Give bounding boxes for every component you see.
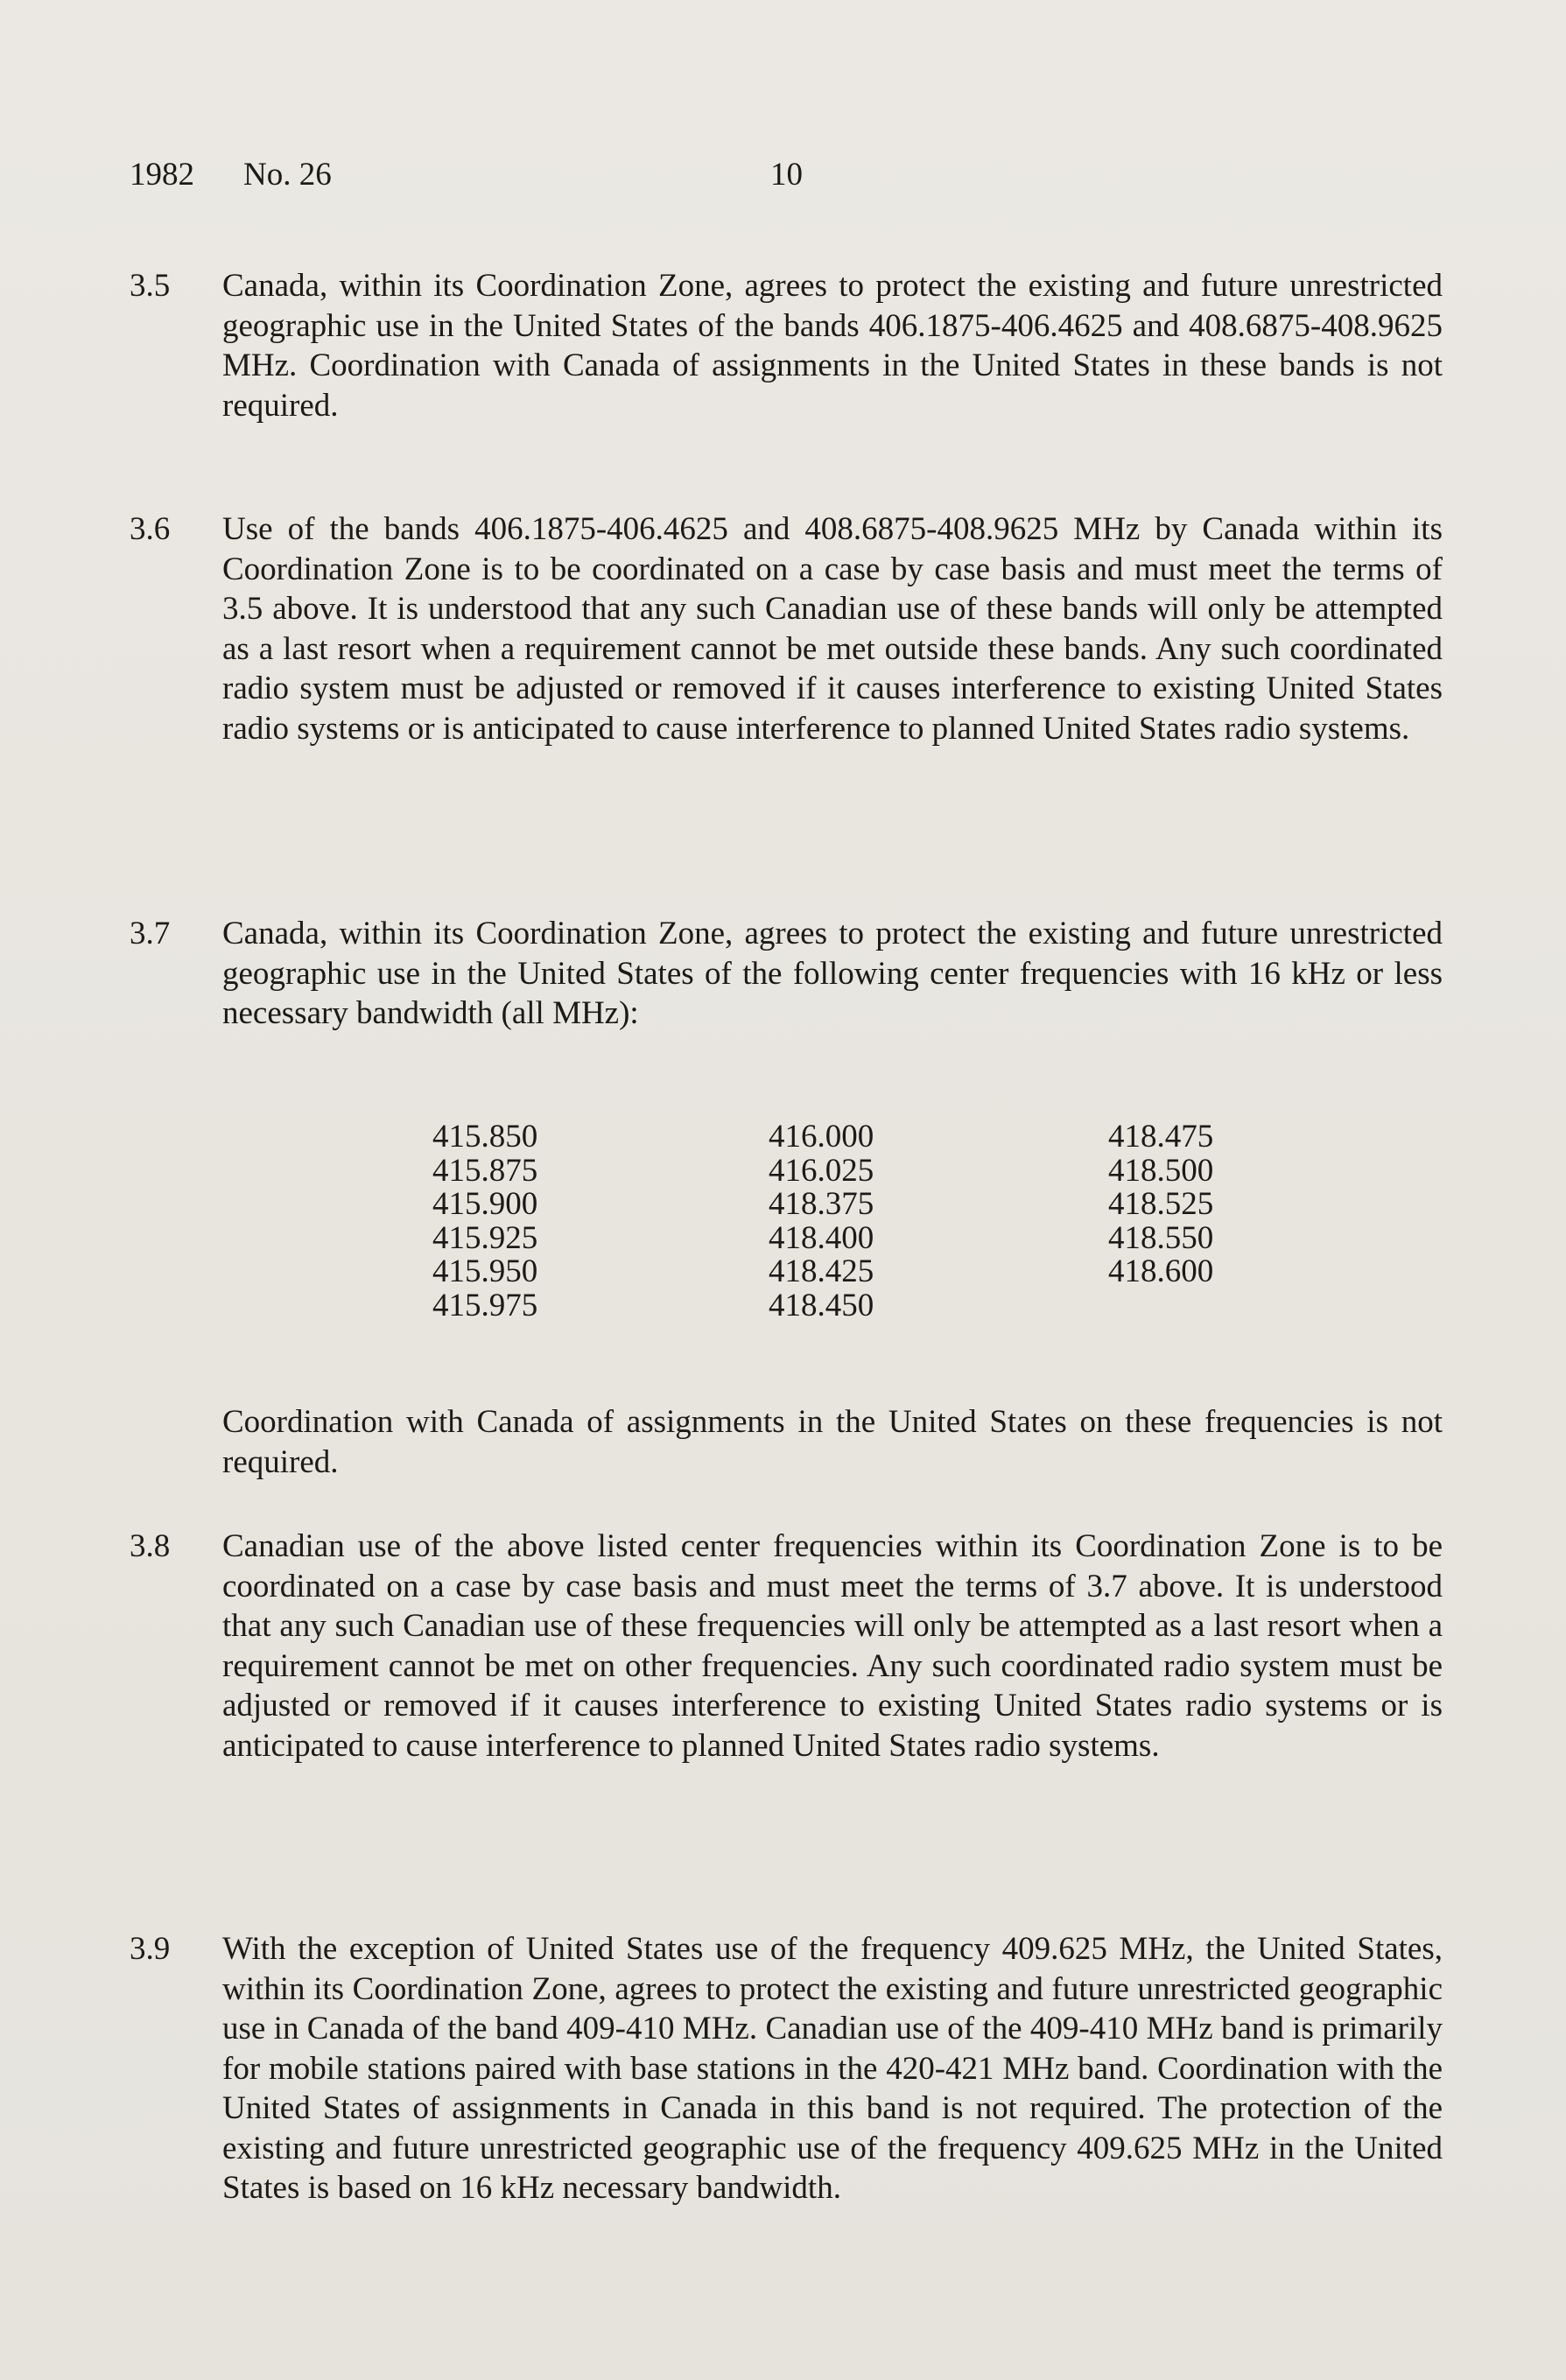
section-3-6 <box>130 509 1443 748</box>
frequency-value: 418.475 <box>1108 1119 1214 1155</box>
frequency-value: 418.525 <box>1108 1186 1214 1222</box>
frequency-column <box>769 1120 944 1323</box>
frequency-value: 418.600 <box>1108 1253 1214 1289</box>
frequency-value: 418.450 <box>769 1287 874 1323</box>
section-3-5 <box>130 266 1443 425</box>
section-number: 3.8 <box>130 1528 171 1564</box>
section-3-8 <box>130 1527 1443 1766</box>
frequency-value: 416.025 <box>769 1152 874 1189</box>
header-year: 1982 <box>130 157 194 193</box>
frequency-value: 415.950 <box>432 1253 538 1289</box>
section-3-9 <box>130 1929 1443 2208</box>
section-3-7 <box>130 914 1443 1034</box>
section-3-7-note: Coordination with Canada of assignments in the United States on these frequencies is not required. <box>222 1404 1443 1480</box>
frequency-value: 418.375 <box>769 1186 874 1222</box>
frequency-value: 415.900 <box>432 1186 538 1222</box>
frequency-value: 415.875 <box>432 1152 538 1189</box>
frequency-value: 418.550 <box>1108 1219 1214 1256</box>
section-number: 3.9 <box>130 1931 171 1967</box>
section-text: Canada, within its Coordination Zone, agrees to protect the existing and future unrestricted geographic use in the United States of the following center frequencies with 16 kHz or less necessary bandwidth (all MHz): <box>222 916 1443 1031</box>
frequency-value: 418.500 <box>1108 1152 1214 1189</box>
section-text: Canada, within its Coordination Zone, agrees to protect the existing and future unrestricted geographic use in the United States of the bands 406.1875-406.4625 and 408.6875-408.9625 MHz. Coordination with Canada of assignments in the United States in these bands is not required. <box>222 268 1443 424</box>
section-number: 3.5 <box>130 268 171 304</box>
section-text: Use of the bands 406.1875-406.4625 and 408.6875-408.9625 MHz by Canada within its Coordination Zone is to be coordinated on a case by case basis and must meet the terms of 3.5 above. It is understood that any such Canadian use of these bands will only be attempted as a last resort when a requirement cannot be met outside these bands. Any such coordinated radio system must be adjusted or removed if it causes interference to existing United States radio systems or is anticipated to cause interference to planned United States radio systems. <box>222 511 1443 747</box>
section-number: 3.7 <box>130 916 171 951</box>
frequency-column <box>432 1120 607 1323</box>
frequency-value: 415.850 <box>432 1119 538 1155</box>
section-text: Canadian use of the above listed center frequencies within its Coordination Zone is to be coordinated on a case by case basis and must meet the terms of 3.7 above. It is understood that any such Canadian use of these frequencies will only be attempted as a last resort when a requirement cannot be met on other frequencies. Any such coordinated radio system must be adjusted or removed if it causes interference to existing United States radio systems or is anticipated to cause interference to planned United States radio systems. <box>222 1528 1443 1764</box>
header-number: No. 26 <box>243 157 332 193</box>
page-number: 10 <box>770 157 803 193</box>
frequency-value: 418.425 <box>769 1253 874 1289</box>
frequency-column <box>1108 1120 1283 1289</box>
section-text: With the exception of United States use of the frequency 409.625 MHz, the United States, within its Coordination Zone, agrees to protect the existing and future unrestricted geographic use in Canada of the band 409-410 MHz. Canadian use of the 409-410 MHz band is primarily for mobile stations paired with base stations in the 420-421 MHz band. Coordination with the United States of assignments in Canada in this band is not required. The protection of the existing and future unrestricted geographic use of the frequency 409.625 MHz in the United States is based on 16 kHz necessary bandwidth. <box>222 1931 1443 2206</box>
frequency-value: 415.925 <box>432 1219 538 1256</box>
frequency-value: 415.975 <box>432 1287 538 1323</box>
section-number: 3.6 <box>130 511 171 547</box>
frequency-value: 418.400 <box>769 1219 874 1256</box>
frequency-value: 416.000 <box>769 1119 874 1155</box>
